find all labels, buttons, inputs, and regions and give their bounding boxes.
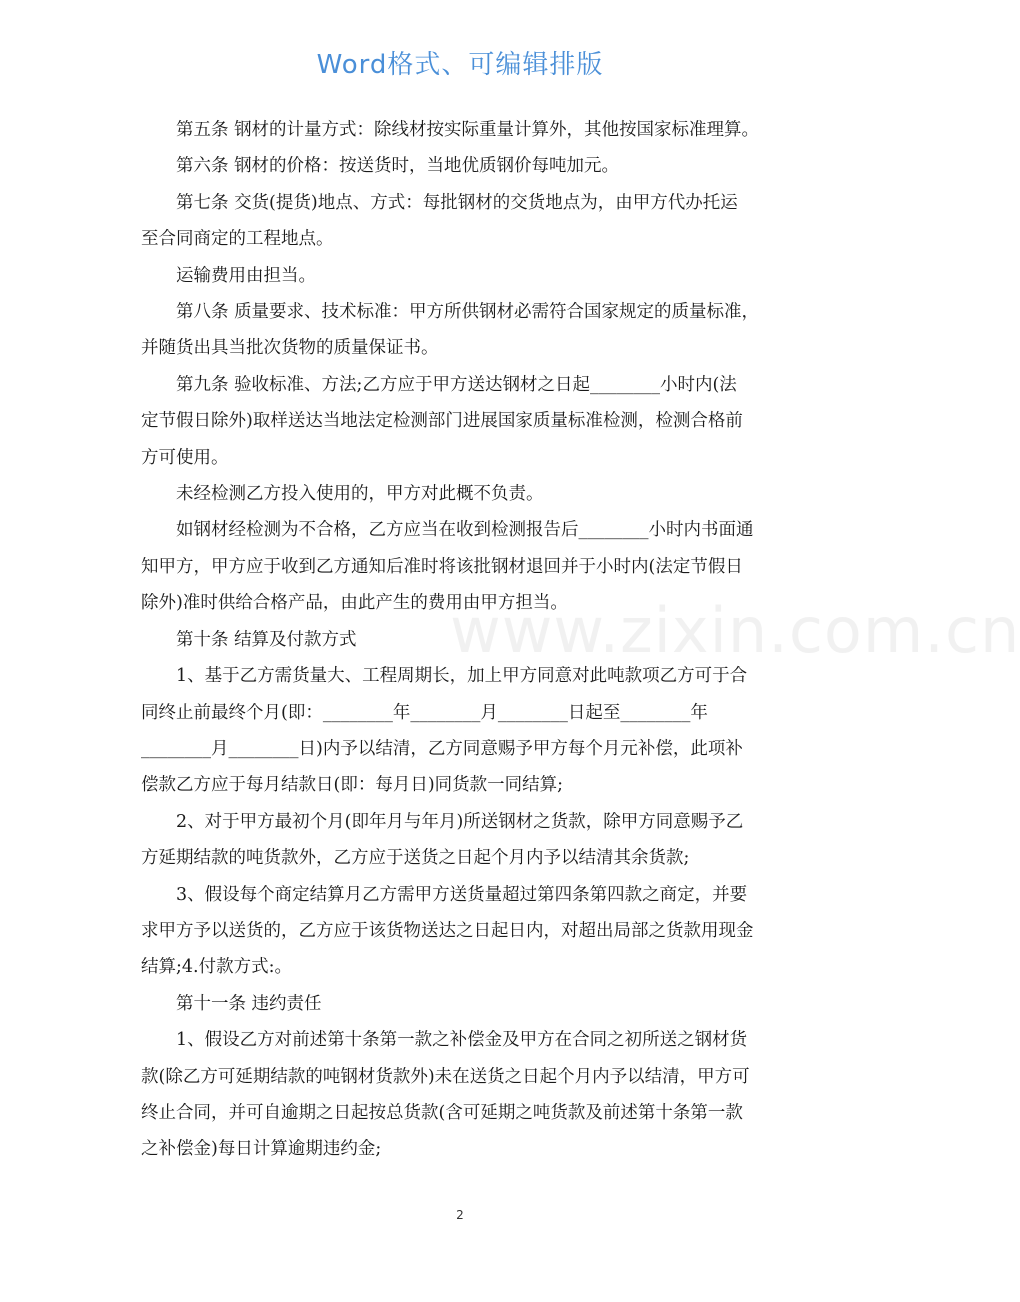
paragraph [141,622,791,658]
paragraph [141,877,791,986]
text-line: ________月________日)内予以结清，乙方同意赐予甲方每个月元补偿，此项补 [141,738,743,759]
paragraph [141,476,791,512]
text-line: 第五条 钢材的计量方式：除线材按实际重量计算外，其他按国家标准理算。 [176,120,760,140]
paragraph [141,512,791,621]
text-line: 知甲方，甲方应于收到乙方通知后准时将该批钢材退回并于小时内(法定节假日 [141,556,743,577]
paragraph [141,1022,791,1168]
text-line: 第九条 验收标准、方法;乙方应于甲方送达钢材之日起________小时内(法 [176,374,737,395]
paragraph [141,185,791,258]
text-line: 方延期结款的吨货款外，乙方应于送货之日起个月内予以结清其余货款; [141,848,690,869]
text-line: 结算;4.付款方式:。 [141,957,292,978]
paragraph [141,804,791,877]
text-line: 如钢材经检测为不合格，乙方应当在收到检测报告后________小时内书面通 [176,520,754,541]
paragraph [141,658,791,804]
paragraph [141,148,791,184]
page-header-title: Word格式、可编辑排版 [316,50,604,80]
paragraph [141,986,791,1022]
text-line: 方可使用。 [141,447,229,468]
paragraph [141,294,791,367]
text-line: 3、假设每个商定结算月乙方需甲方送货量超过第四条第四款之商定，并要 [176,884,748,905]
paragraph [141,367,791,476]
page-number: 2 [456,1208,464,1222]
text-line: 款(除乙方可延期结款的吨钢材货款外)未在送货之日起个月内予以结清，甲方可 [141,1066,750,1087]
text-line: 并随货出具当批次货物的质量保证书。 [141,338,439,359]
text-line: 第十一条 违约责任 [176,993,322,1014]
text-line: 至合同商定的工程地点。 [141,229,334,250]
paragraph [141,112,791,148]
text-line: 第六条 钢材的价格：按送货时，当地优质钢价每吨加元。 [176,156,620,177]
text-line: 同终止前最终个月(即：________年________月________日起至________年 [141,702,708,723]
text-line: 1、基于乙方需货量大、工程周期长，加上甲方同意对此吨款项乙方可于合 [176,666,748,687]
text-line: 偿款乙方应于每月结款日(即：每月日)同货款一同结算; [141,775,564,796]
text-line: 第八条 质量要求、技术标准：甲方所供钢材必需符合国家规定的质量标准， [176,302,760,323]
text-line: 除外)准时供给合格产品，由此产生的费用由甲方担当。 [141,593,568,614]
text-line: 终止合同，并可自逾期之日起按总货款(含可延期之吨货款及前述第十条第一款 [141,1102,743,1123]
document-body [141,112,791,1168]
text-line: 2、对于甲方最初个月(即年月与年月)所送钢材之货款，除甲方同意赐予乙 [176,811,744,832]
paragraph [141,258,791,294]
text-line: 未经检测乙方投入使用的，甲方对此概不负责。 [176,484,544,505]
watermark: www.zixin.com.cn [450,594,1020,667]
text-line: 运输费用由担当。 [176,265,316,286]
text-line: 1、假设乙方对前述第十条第一款之补偿金及甲方在合同之初所送之钢材货 [176,1030,748,1051]
text-line: 第七条 交货(提货)地点、方式：每批钢材的交货地点为，由甲方代办托运 [176,192,738,213]
text-line: 之补偿金)每日计算逾期违约金; [141,1139,382,1160]
text-line: 求甲方予以送货的，乙方应于该货物送达之日起日内，对超出局部之货款用现金 [141,920,754,941]
text-line: 第十条 结算及付款方式 [176,629,357,650]
text-line: 定节假日除外)取样送达当地法定检测部门进展国家质量标准检测，检测合格前 [141,411,743,432]
